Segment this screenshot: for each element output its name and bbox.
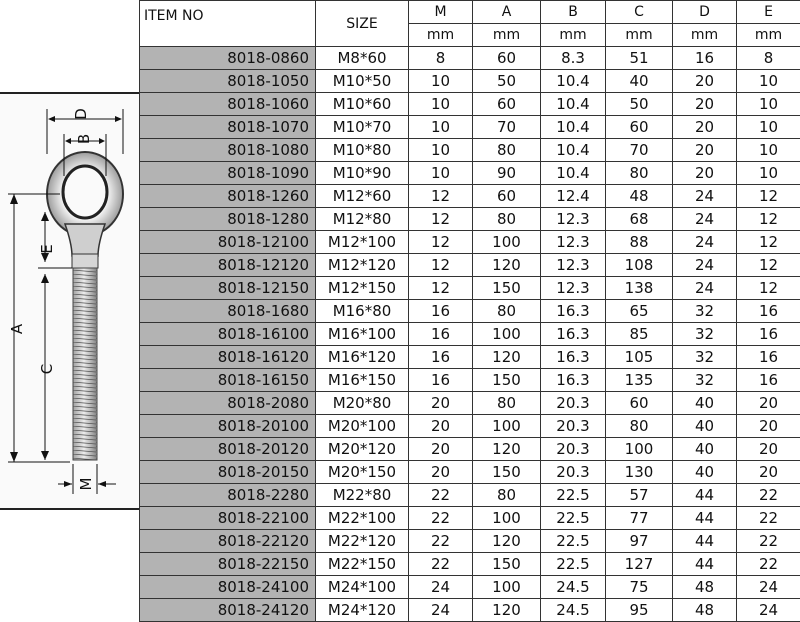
d-cell: 20 [673, 162, 737, 185]
d-cell: 44 [673, 530, 737, 553]
d-cell: 32 [673, 300, 737, 323]
m-cell: 12 [409, 208, 473, 231]
e-cell: 10 [737, 139, 800, 162]
size-cell: M12*150 [316, 277, 409, 300]
table-row [140, 415, 800, 438]
dim-label-c: C [38, 364, 56, 374]
a-cell: 80 [473, 392, 541, 415]
table-row [140, 484, 800, 507]
item-no-cell: 8018-16120 [140, 346, 316, 369]
item-no-cell: 8018-1260 [140, 185, 316, 208]
a-cell: 120 [473, 254, 541, 277]
d-cell: 24 [673, 208, 737, 231]
m-cell: 12 [409, 185, 473, 208]
c-cell: 95 [606, 599, 673, 622]
d-cell: 20 [673, 139, 737, 162]
d-cell: 40 [673, 392, 737, 415]
table-row [140, 185, 800, 208]
table-row [140, 162, 800, 185]
table-row [140, 231, 800, 254]
c-cell: 50 [606, 93, 673, 116]
size-cell: M16*120 [316, 346, 409, 369]
table-row [140, 208, 800, 231]
size-cell: M16*80 [316, 300, 409, 323]
table-row [140, 47, 800, 70]
item-no-cell: 8018-0860 [140, 47, 316, 70]
e-cell: 12 [737, 277, 800, 300]
a-cell: 80 [473, 300, 541, 323]
c-cell: 85 [606, 323, 673, 346]
a-cell: 150 [473, 553, 541, 576]
e-cell: 24 [737, 576, 800, 599]
d-cell: 16 [673, 47, 737, 70]
e-cell: 10 [737, 93, 800, 116]
a-cell: 100 [473, 231, 541, 254]
b-cell: 20.3 [541, 438, 606, 461]
size-cell: M10*70 [316, 116, 409, 139]
size-cell: M20*120 [316, 438, 409, 461]
size-cell: M10*80 [316, 139, 409, 162]
size-cell: M16*100 [316, 323, 409, 346]
size-cell: M24*120 [316, 599, 409, 622]
c-cell: 48 [606, 185, 673, 208]
table-row [140, 70, 800, 93]
d-cell: 40 [673, 438, 737, 461]
d-cell: 44 [673, 553, 737, 576]
d-cell: 20 [673, 93, 737, 116]
item-no-cell: 8018-20100 [140, 415, 316, 438]
table-row [140, 553, 800, 576]
size-cell: M20*100 [316, 415, 409, 438]
item-no-cell: 8018-1080 [140, 139, 316, 162]
unit-cell: mm [473, 24, 541, 47]
b-cell: 12.4 [541, 185, 606, 208]
a-cell: 60 [473, 185, 541, 208]
table-row [140, 116, 800, 139]
table-row [140, 599, 800, 622]
m-cell: 22 [409, 553, 473, 576]
dim-label-m: M [77, 478, 95, 491]
size-cell: M22*100 [316, 507, 409, 530]
eye-neck [65, 224, 105, 256]
b-cell: 12.3 [541, 254, 606, 277]
m-cell: 12 [409, 231, 473, 254]
d-cell: 24 [673, 185, 737, 208]
size-cell: M12*120 [316, 254, 409, 277]
size-cell: M12*60 [316, 185, 409, 208]
c-cell: 77 [606, 507, 673, 530]
item-no-cell: 8018-2080 [140, 392, 316, 415]
m-cell: 24 [409, 576, 473, 599]
table-row [140, 93, 800, 116]
d-cell: 32 [673, 369, 737, 392]
item-no-cell: 8018-20120 [140, 438, 316, 461]
b-cell: 8.3 [541, 47, 606, 70]
e-cell: 10 [737, 116, 800, 139]
b-cell: 22.5 [541, 553, 606, 576]
c-cell: 100 [606, 438, 673, 461]
e-cell: 20 [737, 392, 800, 415]
m-cell: 10 [409, 70, 473, 93]
e-cell: 8 [737, 47, 800, 70]
m-cell: 22 [409, 484, 473, 507]
item-no-cell: 8018-22100 [140, 507, 316, 530]
m-cell: 16 [409, 323, 473, 346]
e-cell: 12 [737, 231, 800, 254]
a-cell: 100 [473, 323, 541, 346]
a-cell: 120 [473, 438, 541, 461]
unit-cell: mm [541, 24, 606, 47]
item-no-cell: 8018-22150 [140, 553, 316, 576]
size-cell: M10*60 [316, 93, 409, 116]
m-cell: 10 [409, 139, 473, 162]
b-cell: 16.3 [541, 323, 606, 346]
d-cell: 24 [673, 277, 737, 300]
c-cell: 127 [606, 553, 673, 576]
item-no-cell: 8018-1050 [140, 70, 316, 93]
d-cell: 44 [673, 507, 737, 530]
e-cell: 16 [737, 346, 800, 369]
m-cell: 16 [409, 369, 473, 392]
d-cell: 40 [673, 415, 737, 438]
m-cell: 10 [409, 116, 473, 139]
b-cell: 20.3 [541, 392, 606, 415]
b-cell: 12.3 [541, 231, 606, 254]
e-cell: 22 [737, 507, 800, 530]
m-cell: 10 [409, 162, 473, 185]
a-cell: 80 [473, 484, 541, 507]
table-row [140, 392, 800, 415]
b-cell: 22.5 [541, 484, 606, 507]
m-cell: 12 [409, 277, 473, 300]
m-cell: 10 [409, 93, 473, 116]
a-cell: 100 [473, 576, 541, 599]
item-no-cell: 8018-2280 [140, 484, 316, 507]
e-cell: 16 [737, 300, 800, 323]
a-cell: 100 [473, 415, 541, 438]
size-cell: M22*120 [316, 530, 409, 553]
e-cell: 16 [737, 369, 800, 392]
table-row [140, 346, 800, 369]
m-cell: 20 [409, 415, 473, 438]
c-cell: 80 [606, 415, 673, 438]
item-no-cell: 8018-1060 [140, 93, 316, 116]
d-cell: 20 [673, 116, 737, 139]
a-cell: 120 [473, 346, 541, 369]
m-cell: 22 [409, 507, 473, 530]
size-cell: M20*150 [316, 461, 409, 484]
d-cell: 32 [673, 346, 737, 369]
a-cell: 70 [473, 116, 541, 139]
b-cell: 12.3 [541, 208, 606, 231]
c-cell: 138 [606, 277, 673, 300]
item-no-cell: 8018-16100 [140, 323, 316, 346]
a-cell: 120 [473, 530, 541, 553]
header-col-c: C [606, 1, 673, 24]
c-cell: 75 [606, 576, 673, 599]
e-cell: 24 [737, 599, 800, 622]
e-cell: 22 [737, 484, 800, 507]
d-cell: 20 [673, 70, 737, 93]
item-no-cell: 8018-12120 [140, 254, 316, 277]
a-cell: 60 [473, 93, 541, 116]
c-cell: 88 [606, 231, 673, 254]
size-cell: M16*150 [316, 369, 409, 392]
size-cell: M20*80 [316, 392, 409, 415]
m-cell: 22 [409, 530, 473, 553]
item-no-cell: 8018-12100 [140, 231, 316, 254]
table-row [140, 323, 800, 346]
item-no-cell: 8018-12150 [140, 277, 316, 300]
size-cell: M22*80 [316, 484, 409, 507]
unit-cell: mm [737, 24, 800, 47]
table-row [140, 254, 800, 277]
header-col-m: M [409, 1, 473, 24]
size-cell: M12*100 [316, 231, 409, 254]
table-row [140, 369, 800, 392]
d-cell: 48 [673, 576, 737, 599]
eye-hole [63, 166, 107, 218]
e-cell: 16 [737, 323, 800, 346]
d-cell: 24 [673, 254, 737, 277]
m-cell: 20 [409, 392, 473, 415]
header-size: SIZE [316, 1, 409, 47]
dim-label-e: E [38, 244, 56, 253]
size-cell: M12*80 [316, 208, 409, 231]
e-cell: 20 [737, 438, 800, 461]
a-cell: 60 [473, 47, 541, 70]
e-cell: 12 [737, 208, 800, 231]
e-cell: 12 [737, 254, 800, 277]
b-cell: 10.4 [541, 162, 606, 185]
a-cell: 120 [473, 599, 541, 622]
m-cell: 20 [409, 461, 473, 484]
size-cell: M10*90 [316, 162, 409, 185]
m-cell: 8 [409, 47, 473, 70]
a-cell: 100 [473, 507, 541, 530]
header-col-e: E [737, 1, 800, 24]
b-cell: 20.3 [541, 415, 606, 438]
a-cell: 50 [473, 70, 541, 93]
unit-cell: mm [409, 24, 473, 47]
header-col-d: D [673, 1, 737, 24]
eye-bolt-drawing [0, 92, 139, 510]
d-cell: 48 [673, 599, 737, 622]
c-cell: 68 [606, 208, 673, 231]
e-cell: 22 [737, 553, 800, 576]
b-cell: 16.3 [541, 346, 606, 369]
table-row [140, 139, 800, 162]
size-cell: M10*50 [316, 70, 409, 93]
eye-bolt-diagram [0, 94, 139, 508]
table-row [140, 438, 800, 461]
e-cell: 20 [737, 415, 800, 438]
size-cell: M22*150 [316, 553, 409, 576]
c-cell: 60 [606, 116, 673, 139]
b-cell: 16.3 [541, 369, 606, 392]
c-cell: 135 [606, 369, 673, 392]
header-row [140, 1, 800, 24]
b-cell: 10.4 [541, 70, 606, 93]
header-col-a: A [473, 1, 541, 24]
a-cell: 150 [473, 277, 541, 300]
item-no-cell: 8018-20150 [140, 461, 316, 484]
header-col-b: B [541, 1, 606, 24]
table-row [140, 576, 800, 599]
c-cell: 105 [606, 346, 673, 369]
item-no-cell: 8018-1070 [140, 116, 316, 139]
c-cell: 97 [606, 530, 673, 553]
table-row [140, 530, 800, 553]
dim-label-d: D [72, 108, 90, 120]
b-cell: 10.4 [541, 93, 606, 116]
b-cell: 24.5 [541, 576, 606, 599]
c-cell: 60 [606, 392, 673, 415]
table-row [140, 507, 800, 530]
c-cell: 80 [606, 162, 673, 185]
d-cell: 44 [673, 484, 737, 507]
e-cell: 10 [737, 70, 800, 93]
m-cell: 24 [409, 599, 473, 622]
b-cell: 22.5 [541, 507, 606, 530]
a-cell: 80 [473, 139, 541, 162]
item-no-cell: 8018-24120 [140, 599, 316, 622]
a-cell: 150 [473, 369, 541, 392]
m-cell: 20 [409, 438, 473, 461]
item-no-cell: 8018-24100 [140, 576, 316, 599]
b-cell: 10.4 [541, 139, 606, 162]
m-cell: 12 [409, 254, 473, 277]
m-cell: 16 [409, 300, 473, 323]
d-cell: 32 [673, 323, 737, 346]
a-cell: 90 [473, 162, 541, 185]
c-cell: 70 [606, 139, 673, 162]
item-no-cell: 8018-22120 [140, 530, 316, 553]
b-cell: 16.3 [541, 300, 606, 323]
bolt-thread [73, 268, 97, 460]
e-cell: 10 [737, 162, 800, 185]
item-no-cell: 8018-16150 [140, 369, 316, 392]
unit-cell: mm [673, 24, 737, 47]
bolt-shank [72, 254, 98, 268]
size-cell: M8*60 [316, 47, 409, 70]
e-cell: 12 [737, 185, 800, 208]
b-cell: 22.5 [541, 530, 606, 553]
c-cell: 65 [606, 300, 673, 323]
c-cell: 108 [606, 254, 673, 277]
a-cell: 150 [473, 461, 541, 484]
table-row [140, 461, 800, 484]
b-cell: 20.3 [541, 461, 606, 484]
a-cell: 80 [473, 208, 541, 231]
size-cell: M24*100 [316, 576, 409, 599]
b-cell: 24.5 [541, 599, 606, 622]
c-cell: 130 [606, 461, 673, 484]
e-cell: 22 [737, 530, 800, 553]
unit-cell: mm [606, 24, 673, 47]
item-no-cell: 8018-1680 [140, 300, 316, 323]
c-cell: 51 [606, 47, 673, 70]
spec-table-body [140, 47, 800, 622]
b-cell: 10.4 [541, 116, 606, 139]
table-row [140, 277, 800, 300]
table-row [140, 300, 800, 323]
d-cell: 24 [673, 231, 737, 254]
b-cell: 12.3 [541, 277, 606, 300]
c-cell: 57 [606, 484, 673, 507]
d-cell: 40 [673, 461, 737, 484]
header-item-no: ITEM NO [140, 1, 316, 47]
m-cell: 16 [409, 346, 473, 369]
dim-label-b: B [75, 134, 93, 144]
item-no-cell: 8018-1090 [140, 162, 316, 185]
e-cell: 20 [737, 461, 800, 484]
dim-label-a: A [8, 323, 26, 334]
spec-table [139, 0, 800, 622]
item-no-cell: 8018-1280 [140, 208, 316, 231]
c-cell: 40 [606, 70, 673, 93]
